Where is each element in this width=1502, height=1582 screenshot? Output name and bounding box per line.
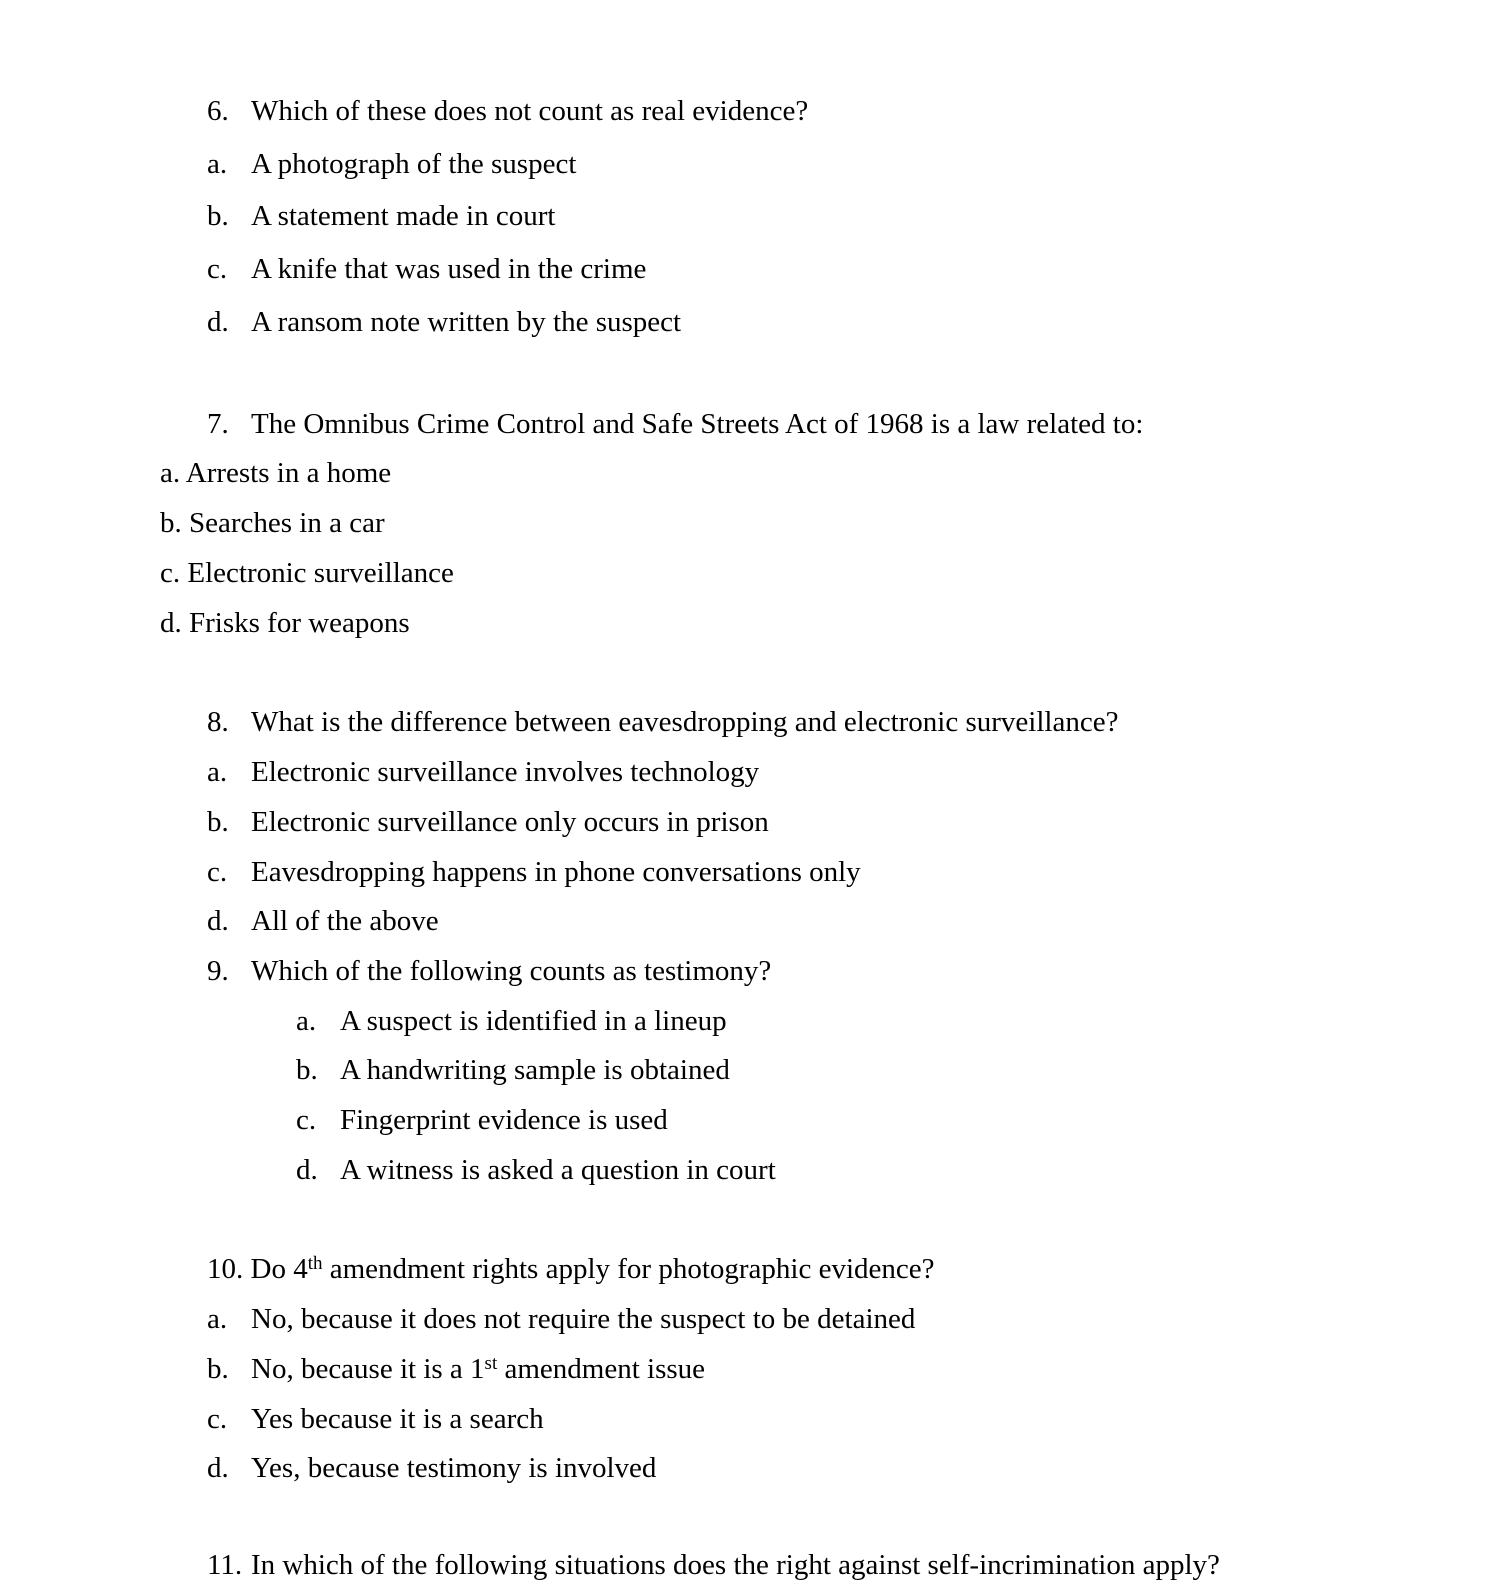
option-letter: b. — [207, 200, 229, 232]
question-number: 8. — [207, 706, 229, 738]
option-text: A witness is asked a question in court — [340, 1154, 776, 1186]
option-7c: c. Electronic surveillance — [160, 557, 454, 589]
question-text: Which of the following counts as testimony? — [251, 955, 772, 987]
option-letter: c. — [207, 856, 228, 888]
option-9a — [296, 1004, 1096, 1038]
question-number: 7. — [207, 408, 229, 440]
question-8 — [207, 705, 1307, 739]
option-9c — [296, 1103, 1096, 1137]
question-7 — [207, 407, 1307, 441]
option-8b — [207, 805, 1107, 839]
option-text: Electronic surveillance involves technology — [251, 756, 760, 788]
option-text: No, because it does not require the suspect to be detained — [251, 1303, 916, 1335]
option-text: Yes, because testimony is involved — [251, 1452, 657, 1484]
option-letter: a. — [296, 1005, 317, 1037]
option-letter: d. — [207, 1452, 229, 1484]
option-letter: b. — [296, 1054, 318, 1086]
option-letter: c. — [296, 1104, 317, 1136]
option-9b — [296, 1053, 1096, 1087]
option-text: A statement made in court — [251, 200, 556, 232]
option-10d — [207, 1451, 1207, 1485]
option-7b: b. Searches in a car — [160, 507, 385, 539]
question-text: What is the difference between eavesdropping and electronic surveillance? — [251, 706, 1119, 738]
question-number: 6. — [207, 95, 229, 127]
option-text: Electronic surveillance only occurs in prison — [251, 806, 769, 838]
option-letter: d. — [207, 905, 229, 937]
ordinal-suffix: th — [307, 1253, 323, 1274]
option-6a — [207, 147, 1107, 181]
option-8c — [207, 855, 1107, 889]
option-10b — [207, 1352, 1207, 1386]
option-letter: a. — [207, 148, 228, 180]
option-letter: d. — [207, 306, 229, 338]
question-9 — [207, 954, 1107, 988]
option-text-before: No, because it is a 1 — [251, 1353, 485, 1385]
question-number: 10. — [207, 1253, 244, 1285]
option-text: Eavesdropping happens in phone conversations only — [251, 856, 861, 888]
question-number: 11. — [207, 1549, 243, 1581]
option-text: A knife that was used in the crime — [251, 253, 647, 285]
option-letter: d. — [296, 1154, 318, 1186]
question-number: 9. — [207, 955, 229, 987]
option-8d — [207, 904, 1107, 938]
option-letter: a. — [207, 1303, 228, 1335]
option-text: A ransom note written by the suspect — [251, 306, 682, 338]
option-letter: c. — [207, 253, 228, 285]
option-letter: a. — [207, 756, 228, 788]
question-6 — [207, 94, 1107, 128]
option-6c — [207, 252, 1107, 286]
option-7a: a. Arrests in a home — [160, 457, 392, 489]
option-text: Fingerprint evidence is used — [340, 1104, 668, 1136]
option-letter: c. — [207, 1403, 228, 1435]
option-6b — [207, 199, 1107, 233]
option-text: Yes because it is a search — [251, 1403, 544, 1435]
option-7d: d. Frisks for weapons — [160, 607, 410, 639]
question-11 — [207, 1548, 1407, 1582]
option-text: A handwriting sample is obtained — [340, 1054, 730, 1086]
option-9d — [296, 1153, 1096, 1187]
option-text: All of the above — [251, 905, 439, 937]
option-6d — [207, 305, 1107, 339]
ordinal-suffix: st — [484, 1353, 498, 1374]
question-text: Which of these does not count as real evidence? — [251, 95, 809, 127]
question-text: In which of the following situations does the right against self-incrimination apply? — [251, 1549, 1220, 1581]
question-text-before: Do 4 — [250, 1253, 308, 1285]
option-text-after: amendment issue — [497, 1353, 706, 1385]
option-text — [251, 1352, 705, 1390]
option-letter: b. — [207, 1353, 229, 1385]
option-text: A photograph of the suspect — [251, 148, 577, 180]
option-10a — [207, 1302, 1207, 1336]
option-8a — [207, 755, 1107, 789]
question-text-after: amendment rights apply for photographic evidence? — [322, 1253, 935, 1285]
option-letter: b. — [207, 806, 229, 838]
option-10c — [207, 1402, 1207, 1436]
question-10 — [207, 1252, 1207, 1286]
option-text: A suspect is identified in a lineup — [340, 1005, 727, 1037]
question-text — [207, 1252, 935, 1290]
question-text: The Omnibus Crime Control and Safe Streets Act of 1968 is a law related to: — [251, 408, 1144, 440]
